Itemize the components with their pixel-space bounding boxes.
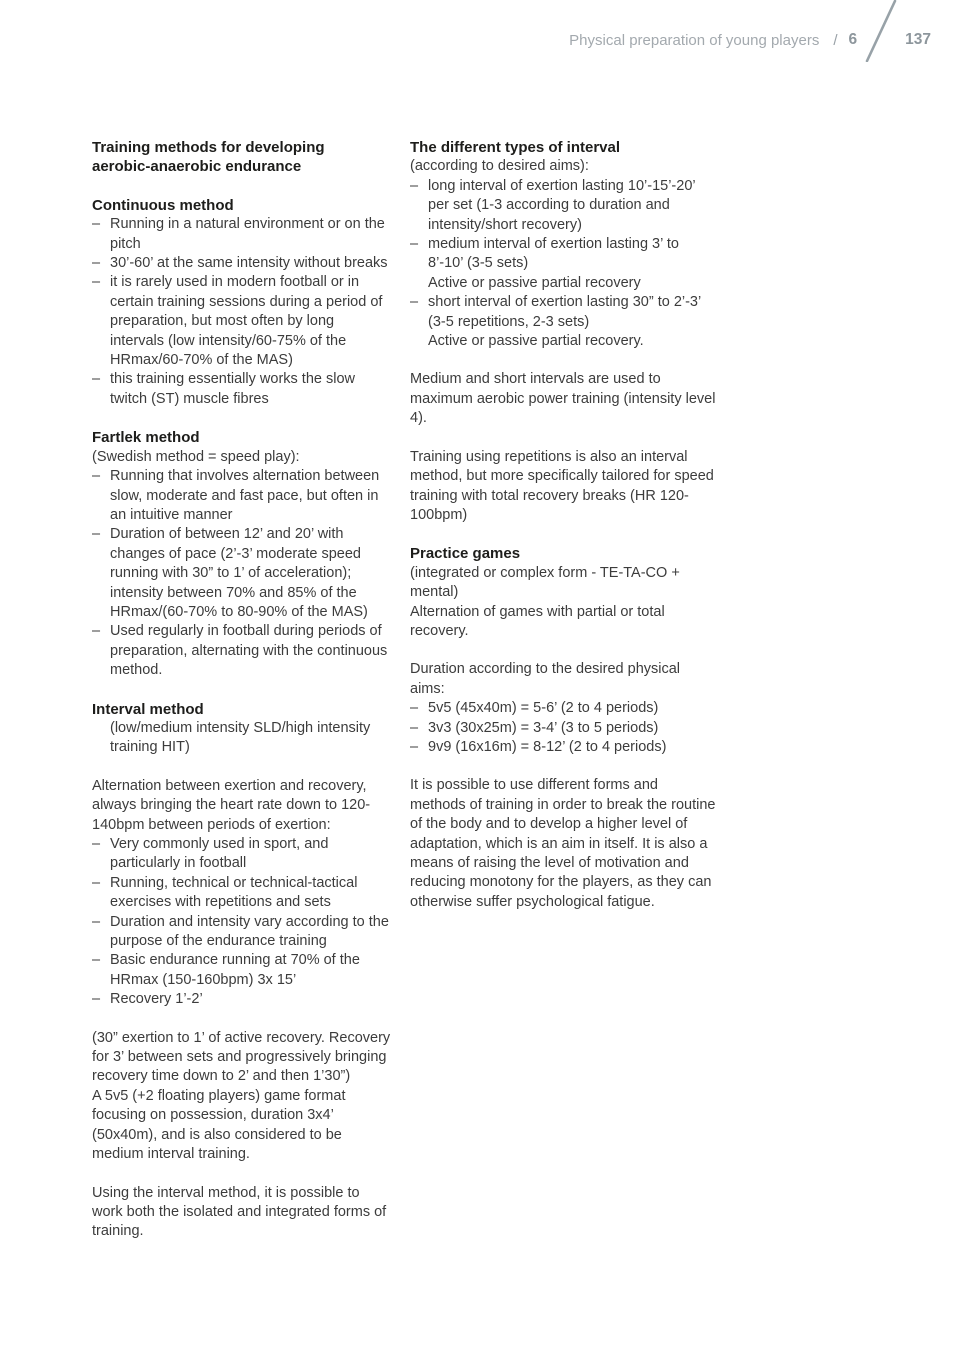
bullet-dash: – <box>410 700 419 717</box>
paragraph-text: A 5v5 (+2 floating players) game format focusing on possession, duration 3x4’ (50x40m), and is also considered to be medium interval training. <box>92 1087 346 1163</box>
bullet-item-text: 3v3 (30x25m) = 3-4’ (3 to 5 periods) <box>428 719 659 736</box>
bullet-item-text: this training essentially works the slow twitch (ST) muscle fibres <box>110 371 355 407</box>
bullet-item-body <box>110 913 392 952</box>
bullet-dash: – <box>410 738 419 755</box>
bullet-continuation-line: Active or passive partial recovery <box>428 274 641 291</box>
bullet-dash: – <box>92 836 101 852</box>
section-heading: Interval method <box>92 700 204 718</box>
paragraph-text: Using the interval method, it is possible to work both the isolated and integrated forms of training. <box>92 1184 387 1240</box>
bullet-dash: – <box>410 236 419 253</box>
bullet-dash: – <box>92 874 101 891</box>
bullet-item <box>92 273 392 370</box>
bullet-item <box>92 835 392 874</box>
bullet-item <box>92 370 392 409</box>
bullet-dash: – <box>410 719 419 736</box>
bullet-dash: – <box>410 177 419 194</box>
bullet-item-text: Used regularly in football during periods of preparation, alternating with the continuous method. <box>110 623 388 679</box>
bullet-dash: – <box>92 623 101 640</box>
intro-line: (according to desired aims): <box>410 158 589 175</box>
bullet-item-text: short interval of exertion lasting 30” to 2’-3’ (3-5 repetitions, 2-3 sets) <box>428 294 701 330</box>
bullet-item-body <box>110 622 392 680</box>
bullet-item <box>92 215 392 254</box>
bullet-item-text: 5v5 (45x40m) = 5-6’ (2 to 4 periods) <box>428 700 659 717</box>
bullet-list <box>92 467 392 680</box>
bullet-item <box>92 951 392 990</box>
section-title-line: aerobic-anaerobic endurance <box>92 158 302 176</box>
block-section <box>410 138 716 351</box>
bullet-item <box>92 622 392 680</box>
bullet-dash: – <box>92 468 101 485</box>
chapter-number: 6 <box>848 31 858 48</box>
header-separator-slash: / <box>833 32 838 49</box>
page-header <box>569 0 931 62</box>
bullet-dash: – <box>92 526 101 543</box>
section-heading: Practice games <box>410 545 521 563</box>
block-section <box>92 428 392 680</box>
bullet-item-body <box>110 370 392 409</box>
bullet-item-text: Recovery 1’-2’ <box>110 991 203 1008</box>
paragraph-text: Alternation between exertion and recovery, always bringing the heart rate down to 120-140bpm between periods of exertion: <box>92 777 371 833</box>
block-title <box>92 138 392 177</box>
bullet-item-body <box>428 738 716 757</box>
bullet-item-text: Duration and intensity vary according to the purpose of the endurance training <box>110 913 389 950</box>
block-para <box>410 776 716 912</box>
bullet-dash: – <box>92 371 101 388</box>
block-section <box>410 544 716 641</box>
bullet-item-text: Running, technical or technical-tactical exercises with repetitions and sets <box>110 874 358 911</box>
section-title-line: Training methods for developing <box>92 139 325 156</box>
bullet-item <box>410 177 716 235</box>
bullet-item <box>410 738 716 757</box>
section-heading: The different types of interval <box>410 139 621 156</box>
bullet-item-body <box>428 177 716 235</box>
section-heading: Continuous method <box>92 196 234 214</box>
bullet-item-body <box>110 525 392 622</box>
bullet-item-body <box>110 951 392 990</box>
bullet-item <box>410 235 716 293</box>
bullet-item-text: 30’-60’ at the same intensity without breaks <box>110 255 388 272</box>
bullet-list <box>410 177 716 352</box>
bullet-dash: – <box>92 991 101 1008</box>
bullet-item-body <box>110 215 392 254</box>
paragraph-text: (30” exertion to 1’ of active recovery. Recovery for 3’ between sets and progressively bringing recovery time down to 2’ and then 1’30”) <box>92 1029 391 1085</box>
diagonal-slash-graphic <box>859 0 903 62</box>
bullet-item-body <box>110 254 392 273</box>
right-column <box>410 138 716 912</box>
bullet-dash: – <box>92 216 101 233</box>
bullet-dash: – <box>92 255 101 272</box>
block-para <box>410 370 716 428</box>
bullet-item <box>92 913 392 952</box>
bullet-item <box>410 699 716 718</box>
bullet-item-body <box>428 293 716 351</box>
bullet-item <box>92 990 392 1009</box>
block-para <box>92 1184 392 1242</box>
bullet-continuation-line: Active or passive partial recovery. <box>428 333 644 350</box>
page-number: 137 <box>905 31 931 48</box>
paragraph-text: It is possible to use different forms and methods of training in order to break the routine of the body and to develop a higher level of adaptation, which is an aim in itself. It is also a means of raising the level of motivation and reducing monotony for the players, as they can otherwise suffer psychological fatigue. <box>410 777 716 910</box>
bullet-item-body <box>110 273 392 370</box>
bullet-item <box>92 254 392 273</box>
bullet-item-body <box>428 719 716 738</box>
block-section <box>92 196 392 409</box>
bullet-list <box>92 215 392 409</box>
bullet-item <box>92 874 392 913</box>
bullet-item-text: Running that involves alternation between slow, moderate and fast pace, but often in an intuitive manner <box>110 468 380 523</box>
block-para <box>92 777 392 1010</box>
bullet-item-body <box>110 467 392 525</box>
bullet-item-text: Running in a natural environment or on the pitch <box>110 216 385 252</box>
bullet-dash: – <box>410 294 419 311</box>
bullet-item-text: medium interval of exertion lasting 3’ to 8’-10’ (3-5 sets) <box>428 236 679 272</box>
block-para <box>410 448 716 526</box>
bullet-list <box>410 699 716 757</box>
section-heading: Fartlek method <box>92 429 200 447</box>
bullet-item-text: it is rarely used in modern football or in certain training sessions during a period of preparation, but most often by long intervals (low intensity/60-75% of the HRmax/60-70% of the MAS) <box>110 274 383 369</box>
intro-line: Alternation of games with partial or total recovery. <box>410 603 665 639</box>
block-section <box>92 700 392 758</box>
block-para <box>410 660 716 757</box>
bullet-item <box>92 525 392 622</box>
bullet-item-text: long interval of exertion lasting 10’-15’-20’ per set (1-3 according to duration and intensity/short recovery) <box>428 177 696 233</box>
bullet-item-body <box>428 699 716 718</box>
bullet-dash: – <box>92 274 101 291</box>
bullet-list <box>92 835 392 1010</box>
paragraph-text: Duration according to the desired physical aims: <box>410 661 681 697</box>
bullet-dash: – <box>92 952 101 969</box>
intro-line: (integrated or complex form - TE-TA-CO + mental) <box>410 564 680 601</box>
bullet-item-body <box>428 235 716 293</box>
bullet-item-body <box>110 874 392 913</box>
bullet-item <box>410 719 716 738</box>
bullet-item-text: Duration of between 12’ and 20’ with changes of pace (2’-3’ moderate speed running with 30” to 1’ of acceleration); intensity between 70% and 85% of the HRmax/(60-70% to 80-90% of the MAS) <box>110 526 368 620</box>
bullet-dash: – <box>92 913 101 930</box>
bullet-item-text: 9v9 (16x16m) = 8-12’ (2 to 4 periods) <box>428 738 667 755</box>
bullet-item-text: Basic endurance running at 70% of the HRmax (150-160bpm) 3x 15’ <box>110 952 360 988</box>
bullet-item <box>410 293 716 351</box>
intro-line: (Swedish method = speed play): <box>92 448 300 465</box>
left-column <box>92 138 392 1242</box>
running-header-title: Physical preparation of young players <box>569 32 820 49</box>
block-para <box>92 1029 392 1165</box>
paragraph-text: Training using repetitions is also an interval method, but more specifically tailored for speed training with total recovery breaks (HR 120-100bpm) <box>410 448 714 523</box>
intro-line: (low/medium intensity SLD/high intensity training HIT) <box>110 719 371 756</box>
paragraph-text: Medium and short intervals are used to maximum aerobic power training (intensity level 4). <box>410 371 716 427</box>
bullet-item <box>92 467 392 525</box>
bullet-item-body <box>110 835 392 874</box>
bullet-item-body <box>110 990 392 1009</box>
bullet-item-text: Very commonly used in sport, and particularly in football <box>110 836 329 872</box>
